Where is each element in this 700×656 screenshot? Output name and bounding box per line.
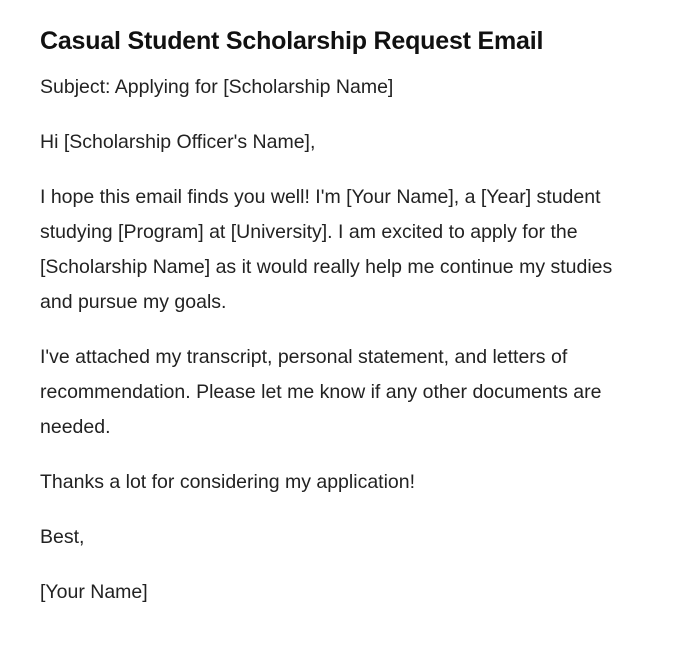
email-signature: [Your Name]: [40, 581, 148, 603]
email-body-paragraph-2: I've attached my transcript, personal statement, and letters of recommendation. Please let me know if any other documents are needed.: [40, 346, 602, 438]
email-body-paragraph-1: I hope this email finds you well! I'm [Your Name], a [Year] student studying [Program] at [University]. I am excited to apply for the [Scholarship Name] as it would really help me continue my studies and pursue my goals.: [40, 186, 613, 313]
email-body-paragraph-3: Thanks a lot for considering my application!: [40, 471, 416, 493]
email-closing: Best,: [40, 526, 85, 548]
email-greeting: Hi [Scholarship Officer's Name],: [40, 131, 316, 153]
email-subject: Subject: Applying for [Scholarship Name]: [40, 76, 394, 98]
email-document: [40, 24, 650, 630]
document-title: Casual Student Scholarship Request Email: [40, 27, 544, 55]
